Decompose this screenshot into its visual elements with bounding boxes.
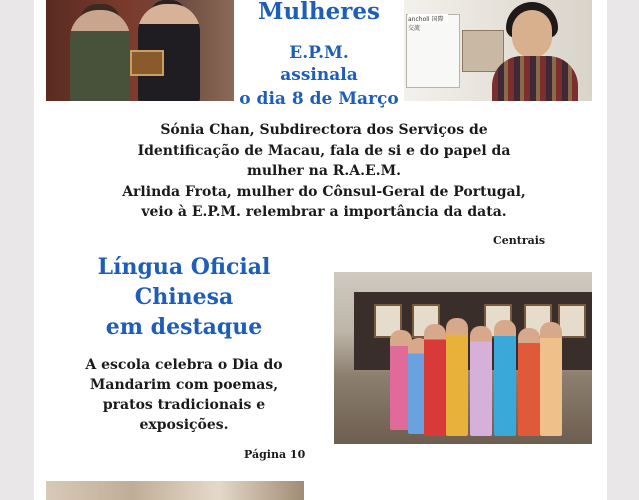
lingua-headline-line: Chinesa [134,284,234,310]
lingua-headline-line: Língua Oficial [97,254,271,280]
headline-title: Mulheres [258,0,380,25]
photo-sign-text: ancholi 国際交流 [408,14,448,24]
lingua-headline-line: em destaque [105,314,263,340]
headline-date: o dia 8 de Março [239,89,399,109]
lingua-summary [74,355,294,435]
lingua-headline [64,252,304,342]
headline-epm: E.P.M. [289,43,349,63]
photo-bottom-cropped [46,481,304,500]
summary-line: Arlinda Frota, mulher do Cônsul-Geral de Portugal, [122,183,526,200]
photo-students-costumes [334,272,592,444]
lingua-summary-line: exposições. [139,417,229,433]
section-reference: Centrais [493,234,546,247]
headline-verb: assinala [280,65,358,85]
lingua-summary-line: pratos tradicionais e [102,397,266,413]
page-reference: Página 10 [244,448,306,461]
photo-plaque-ceremony [46,0,234,101]
lingua-summary-line: A escola celebra o Dia do [85,357,283,373]
lingua-summary-line: Mandarim com poemas, [89,377,279,393]
article-summary [104,120,544,223]
newspaper-page [34,0,607,500]
photo-woman-office [404,0,592,101]
summary-line: veio à E.P.M. relembrar a importância da data. [141,204,507,220]
summary-line: Sónia Chan, Subdirectora dos Serviços de [160,122,488,138]
summary-line: mulher na R.A.E.M. [247,163,401,179]
summary-line: Identificação de Macau, fala de si e do papel da [137,142,511,159]
